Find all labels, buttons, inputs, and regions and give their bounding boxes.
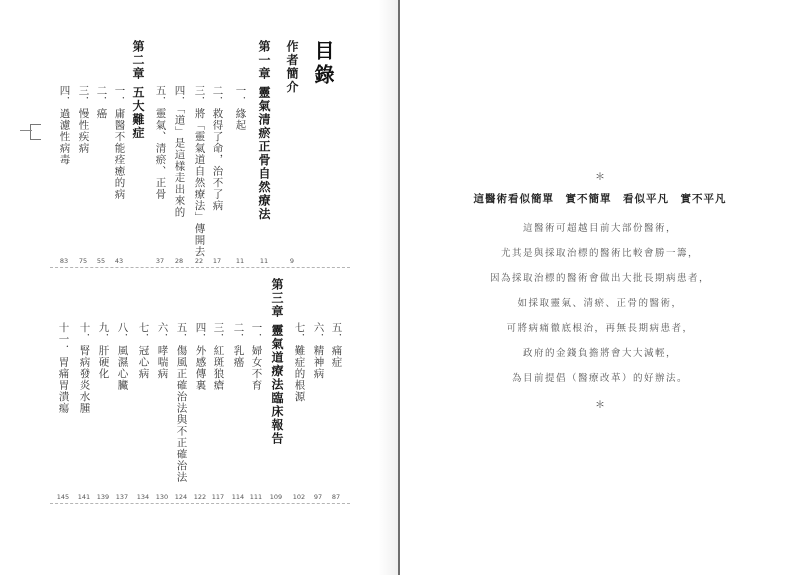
chapter1-page-number: 11 [259,257,269,265]
chapter2-title[interactable]: 五大難症 [131,86,145,140]
toc-entry[interactable]: 一．婦女不育 [250,322,263,391]
chapter1-title[interactable]: 靈氣清瘀正骨自然療法 [257,86,271,221]
quote-line: 因為採取治標的醫術會做出大批長期病患者， [489,273,710,284]
toc-title: 目錄 [311,40,335,88]
toc-entry[interactable]: 四．外感傳裏 [194,322,207,391]
toc-page-number: 43 [114,257,124,265]
toc-entry[interactable]: 一．庸醫不能痊癒的病 [113,85,126,200]
quote-page [400,0,800,575]
toc-page [0,0,398,575]
toc-page-number: 117 [211,493,225,501]
toc-entry[interactable]: 一．緣起 [234,85,247,131]
toc-entry[interactable]: 六．精神病 [312,322,325,380]
toc-page-number: 122 [193,493,207,501]
toc-entry[interactable]: 八．風濕心臟 [116,322,129,391]
quote-line: 如採取靈氣、清瘀、正骨的醫術， [517,298,683,309]
toc-page-number: 102 [292,493,306,501]
toc-entry[interactable]: 三．紅斑狼瘡 [212,322,225,391]
toc-page-number: 83 [59,257,69,265]
margin-tick [20,130,32,131]
star-ornament-top: ＊ [595,172,605,183]
toc-page-number: 11 [235,257,245,265]
star-ornament-bottom: ＊ [595,400,605,411]
quote-line: 為目前提倡（醫療改革）的好辦法。 [511,373,688,384]
toc-entry[interactable]: 五．痛症 [330,322,343,368]
quote-line: 政府的金錢負擔將會大大減輕， [522,348,677,359]
chapter1-label: 第一章 [257,40,271,81]
toc-entry[interactable]: 十．腎病發炎水腫 [78,322,91,414]
toc-entry[interactable]: 五．傷風正確治法與不正確治法 [175,322,188,483]
margin-bracket [30,124,41,140]
toc-page-number: 141 [77,493,91,501]
page-number-rule [50,267,350,268]
toc-entry[interactable]: 五．靈氣、清瘀、正骨 [154,85,167,200]
toc-entry[interactable]: 七．冠心病 [137,322,150,380]
quote-headline: 這醫術看似簡單 實不簡單 看似平凡 實不平凡 [473,193,727,205]
toc-page-number: 97 [313,493,323,501]
chapter2-label: 第二章 [131,40,145,81]
author-page-number: 9 [289,257,295,265]
toc-page-number: 124 [174,493,188,501]
toc-entry[interactable]: 二．救得了命，治不了病 [211,85,224,212]
chapter3-page-number: 109 [269,493,283,501]
toc-page-number: 145 [56,493,70,501]
toc-page-number: 87 [331,493,341,501]
page-shadow [378,0,398,575]
quote-line: 這醫術可超越目前大部份醫術， [522,223,677,234]
toc-entry[interactable]: 六．哮喘病 [156,322,169,380]
toc-entry[interactable]: 七．難症的根源 [293,322,306,403]
toc-page-number: 114 [231,493,245,501]
toc-page-number: 75 [78,257,88,265]
toc-page-number: 134 [136,493,150,501]
toc-entry[interactable]: 二．癌 [95,85,108,120]
toc-page-number: 111 [249,493,263,501]
toc-page-number: 55 [96,257,106,265]
toc-page-number: 17 [212,257,222,265]
toc-entry[interactable]: 四．過濾性病毒 [58,85,71,166]
toc-entry[interactable]: 十一．胃痛胃潰瘍 [57,322,70,414]
toc-page-number: 37 [155,257,165,265]
chapter3-title[interactable]: 靈氣道療法臨床報告 [270,324,284,446]
author-entry[interactable]: 作者簡介 [285,40,299,94]
toc-page-number: 28 [174,257,184,265]
toc-page-number: 22 [194,257,204,265]
toc-page-number: 137 [115,493,129,501]
quote-line: 可將病痛徹底根治，再無長期病患者， [506,323,694,334]
toc-entry[interactable]: 二．乳癌 [232,322,245,368]
chapter3-label: 第三章 [270,278,284,319]
page-number-rule [50,503,350,504]
toc-page-number: 130 [155,493,169,501]
toc-page-number: 139 [96,493,110,501]
toc-entry[interactable]: 四．「道」是這樣走出來的 [173,85,186,218]
toc-entry[interactable]: 三．將「靈氣道自然療法」傳開去 [193,85,206,258]
toc-entry[interactable]: 三．慢性疾病 [77,85,90,154]
quote-line: 尤其是與採取治標的醫術比較會勝一籌， [500,248,699,259]
toc-entry[interactable]: 九．肝硬化 [97,322,110,380]
